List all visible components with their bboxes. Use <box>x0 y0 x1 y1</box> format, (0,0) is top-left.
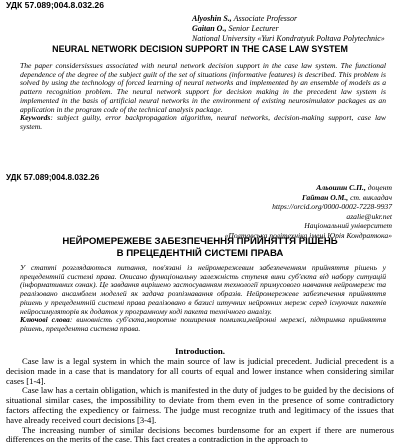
author-role: Senior Lecturer <box>226 24 279 33</box>
author-role: ст. викладач <box>348 192 392 202</box>
paragraph: Case law has a certain obligation, which is manifested in the duty of judges to be guided by the decisions of situational similar cases, the impossibility to deviate from them even in the presence of some contradictory factors affecting the expediency or fairness. The judge must recognize truth and legitimacy of the issues that have already received court decisions [3-4]. <box>6 385 394 425</box>
abstract-en <box>20 62 386 132</box>
section-heading-introduction: Introduction. <box>175 346 225 356</box>
author-name: Гайтан О.М., <box>302 192 349 202</box>
author-role: доцент <box>365 183 392 192</box>
udc-code-ua: УДК 57.089;004.8.032.26 <box>6 173 100 182</box>
author-name: Альошин С.П., <box>316 183 366 192</box>
keywords-label: Keywords <box>20 113 51 123</box>
keywords-text: : виновність суб'єкта,зворотне поширення помилки,нейронні мережі, підтримка прийняття рішень, прецедентна система права. <box>20 315 386 333</box>
author-line-2 <box>192 24 392 34</box>
paragraph: Case law is a legal system in which the main source of law is judicial precedent. Judicial precedent is a decision made in a case that is mandatory for all courts of equal and lower instance when considering similar cases [1-4]. <box>6 356 394 386</box>
email-link[interactable]: azalie@ukr.net <box>346 211 392 221</box>
orcid-link[interactable]: https://orcid.org/0000-0002-7228-9937 <box>272 202 392 212</box>
author-role: Associate Professor <box>231 14 298 23</box>
author-block-ua <box>202 183 392 241</box>
author-affiliation: National University «Yuri Kondratyuk Poltava Polytechnic» <box>192 34 385 43</box>
udc-code-en: УДК 57.089;004.8.032.26 <box>6 0 104 10</box>
paragraph: The increasing number of similar decisions becomes burdensome for an expert if there are numerous differences on the merits of the case. This fact creates a contradiction in the approach to <box>6 424 394 445</box>
author-name: Gaitan O., <box>192 24 227 33</box>
body-text <box>6 357 394 445</box>
author-line-1 <box>202 183 392 193</box>
keywords-text: : subject guilty, error backpropagation algorithm, neural networks, decision-making support, case law system. <box>20 113 386 131</box>
keywords-label: Ключові слова <box>20 315 70 325</box>
author-line-1 <box>192 14 392 24</box>
title-line-2: В ПРЕЦЕДЕНТНІЙ СИСТЕМІ ПРАВА <box>116 248 284 259</box>
title-line-1: НЕЙРОМЕРЕЖЕВЕ ЗАБЕЗПЕЧЕННЯ ПРИЙНЯТТЯ РІШЕНЬ <box>62 236 338 247</box>
abstract-text: У статті розглядаються питання, пов'язані із нейромережевим забезпеченням прийняття рішень у прецедентній системі права. Описано функціональну залежність ступеня вини суб'єкта від набору ситуацій (інформативних ознак). Це завдання вирішено застосуванням технології примусового навчання нейромереж та реалізовано ансамблем моделей як задача розпізнавання образів. Нейромережеве забезпечення прийняття рішень у прецедентній системі права реалізовано в базисі штучних нейронних мереж серед існуючих пакетів нейросимуляторів як додаток у програмному коді пакета технічного аналізу. <box>20 263 386 316</box>
affiliation-line-2: «Полтавська політехніка імені Юрія Кондратюка» <box>224 230 392 240</box>
abstract-ua <box>20 264 386 334</box>
author-block-en <box>192 14 392 44</box>
abstract-text: The paper considersissues associated with neural network decision support in the case law system. The functional dependence of the degree of the subject guilt of the set of situations (informative features) is described. This problem is solved by using the technology of forced learning of neural networks and implemented by an ensemble of models as a pattern recognition problem. The neural network support for decision making in the precedent law system is implemented in the basis of artificial neural networks in the environment of existing neurosimulator packages as an application in the program code of the technical analysis package. <box>20 61 386 114</box>
author-name: Alyoshin S., <box>192 14 232 23</box>
paper-title-ua <box>0 236 400 260</box>
paper-title-en: NEURAL NETWORK DECISION SUPPORT IN THE CASE LAW SYSTEM <box>52 44 348 54</box>
author-line-2 <box>202 193 392 203</box>
affiliation-line-1: Національний університет <box>304 221 392 231</box>
